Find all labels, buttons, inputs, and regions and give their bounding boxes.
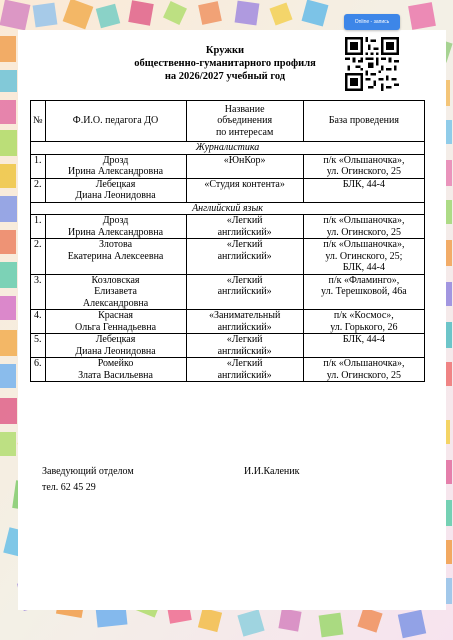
title-line-3: на 2026/2027 учебный год (164, 71, 286, 82)
club-cell (186, 239, 303, 275)
row-number: 6. (31, 358, 46, 382)
teacher-line: Екатерина Алексеевна (67, 250, 164, 262)
club-cell (186, 310, 303, 334)
section-title: Английский язык (31, 202, 425, 215)
venue-cell (303, 178, 424, 202)
table-row (31, 334, 425, 358)
venue-cell (303, 215, 424, 239)
header-club (186, 101, 303, 142)
venue-line: БЛК, 44-4 (342, 178, 385, 190)
venue-line: ул. Огинского, 25 (326, 166, 401, 177)
venue-line: ул. Огинского, 25 (326, 369, 401, 381)
club-line: английский» (217, 250, 272, 262)
club-line: английский» (217, 286, 272, 297)
venue-cell (303, 154, 424, 178)
club-line: английский» (217, 369, 272, 381)
row-number: 1. (31, 215, 46, 239)
club-line: «Легкий (226, 334, 263, 345)
venue-line: п/к «Ольшаночка», (323, 239, 405, 250)
header-club-line: объединения (217, 115, 273, 127)
footer-name: И.И.Каленик (244, 466, 300, 477)
teacher-line: Диана Леонидовна (75, 345, 156, 357)
club-cell (186, 334, 303, 358)
teacher-cell (45, 358, 186, 382)
venue-cell (303, 274, 424, 310)
venue-cell (303, 239, 424, 275)
teacher-line: Александровна (82, 297, 149, 309)
club-line: английский» (217, 226, 272, 238)
club-line: «Легкий (226, 239, 263, 250)
row-number: 3. (31, 274, 46, 310)
footer-position: Заведующий отделом (42, 466, 134, 477)
clubs-table (30, 100, 425, 382)
club-line: «Легкий (226, 274, 263, 286)
title-line-2: общественно-гуманитарного профиля (134, 58, 316, 69)
section-row (31, 142, 425, 155)
title-line-1: Кружки (205, 45, 245, 56)
teacher-line: Ирина Александровна (68, 166, 164, 177)
venue-cell (303, 310, 424, 334)
table-row (31, 310, 425, 334)
table-body (31, 142, 425, 382)
teacher-line: Ромейко (97, 358, 134, 369)
venue-cell (303, 334, 424, 358)
teacher-cell (45, 334, 186, 358)
venue-line: п/к «Ольшаночка», (323, 215, 405, 226)
header-club-line: Название (224, 103, 265, 115)
table-row (31, 239, 425, 275)
footer-phone: тел. 62 45 29 (42, 482, 96, 493)
header-venue: База проведения (303, 101, 424, 142)
teacher-line: Красная (98, 310, 133, 321)
table-row (31, 358, 425, 382)
teacher-line: Злата Васильевна (78, 369, 153, 381)
row-number: 5. (31, 334, 46, 358)
club-line: «Легкий (226, 215, 263, 226)
header-club-line: по интересам (215, 126, 274, 138)
teacher-line: Лебецкая (95, 178, 136, 190)
row-number: 4. (31, 310, 46, 334)
club-line: английский» (217, 321, 272, 333)
venue-line: ул. Горького, 26 (330, 321, 398, 333)
teacher-cell (45, 215, 186, 239)
section-title: Журналистика (31, 142, 425, 155)
teacher-line: Диана Леонидовна (75, 190, 156, 201)
venue-line: п/к «Космос», (333, 310, 394, 321)
teacher-cell (45, 154, 186, 178)
venue-line: ул. Терешковой, 46а (321, 286, 407, 297)
teacher-line: Дрозд (102, 154, 129, 166)
venue-line: ул. Огинского, 25; (325, 250, 403, 262)
document-title (100, 44, 350, 83)
teacher-cell (45, 274, 186, 310)
row-number: 2. (31, 239, 46, 275)
venue-line: БЛК, 44-4 (342, 334, 385, 345)
table-header-row (31, 101, 425, 142)
teacher-line: Дрозд (102, 215, 129, 226)
table-row (31, 154, 425, 178)
teacher-line: Лебецкая (95, 334, 136, 345)
club-line: «Занимательный (208, 310, 281, 321)
venue-line: ул. Огинского, 25 (326, 226, 401, 238)
club-cell (186, 178, 303, 202)
club-cell (186, 358, 303, 382)
section-row (31, 202, 425, 215)
table-row (31, 215, 425, 239)
venue-line: п/к «Ольшаночка», (323, 154, 405, 166)
club-line: «Студия контента» (204, 178, 285, 190)
venue-cell (303, 358, 424, 382)
venue-line: п/к «Фламинго», (328, 274, 400, 286)
header-teacher: Ф.И.О. педагога ДО (45, 101, 186, 142)
venue-line: БЛК, 44-4 (342, 262, 385, 273)
teacher-line: Козловская (91, 274, 140, 286)
club-line: «ЮнКор» (223, 154, 266, 166)
row-number: 1. (31, 154, 46, 178)
club-line: «Легкий (226, 358, 263, 369)
teacher-cell (45, 178, 186, 202)
table-row (31, 178, 425, 202)
online-signup-button[interactable]: Online - запись (344, 14, 400, 30)
club-cell (186, 274, 303, 310)
qr-code (345, 37, 399, 91)
club-cell (186, 154, 303, 178)
teacher-cell (45, 239, 186, 275)
teacher-line: Елизавета (94, 286, 137, 297)
header-num: № (31, 101, 46, 142)
teacher-line: Злотова (99, 239, 133, 250)
club-cell (186, 215, 303, 239)
row-number: 2. (31, 178, 46, 202)
venue-line: п/к «Ольшаночка», (323, 358, 405, 369)
teacher-line: Ирина Александровна (68, 226, 164, 238)
club-line: английский» (217, 345, 272, 357)
teacher-cell (45, 310, 186, 334)
teacher-line: Ольга Геннадьевна (75, 321, 157, 333)
table-row (31, 274, 425, 310)
